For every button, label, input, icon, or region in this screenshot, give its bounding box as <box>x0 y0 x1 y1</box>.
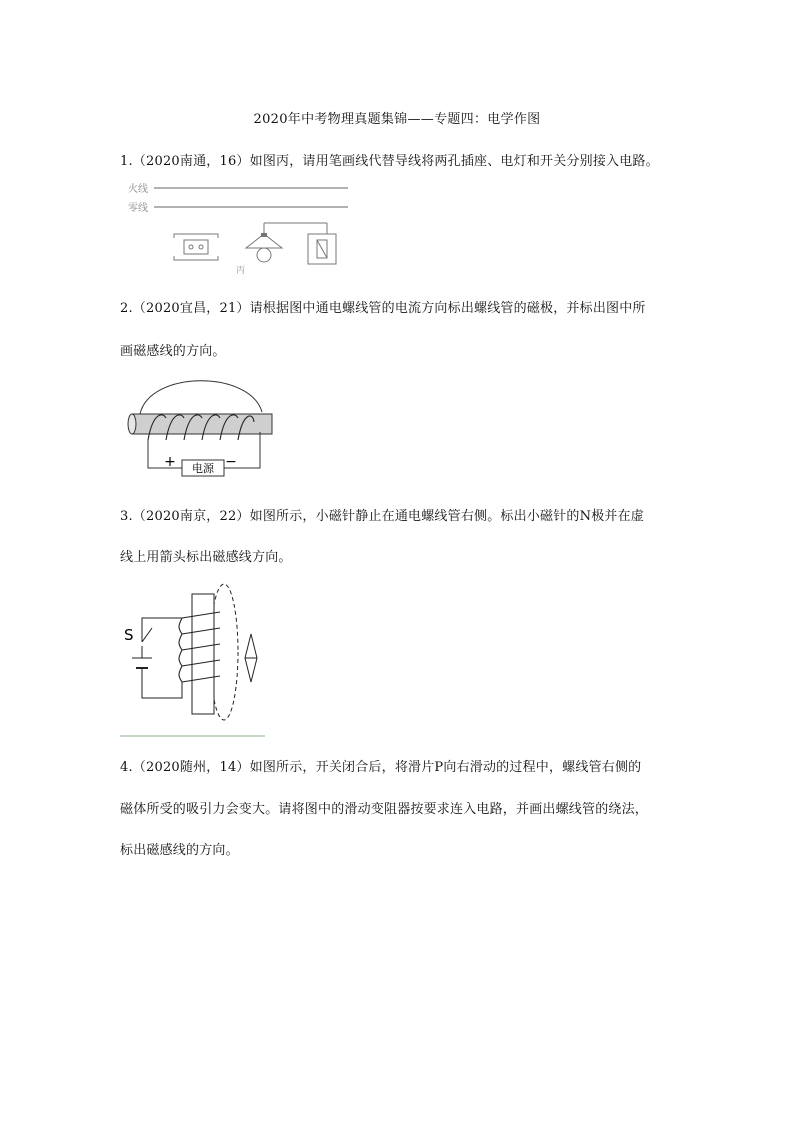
page-title: 2020年中考物理真题集锦——专题四：电学作图 <box>253 112 541 127</box>
question-4-line-1: 4.（2020随州，14）如图所示，开关闭合后，将滑片P向右滑动的过程中，螺线管右侧的 <box>120 760 642 775</box>
two-hole-socket-icon <box>174 234 218 260</box>
question-3-line-1: 3.（2020南京，22）如图所示，小磁针静止在通电螺线管右侧。标出小磁针的N极并在虚 <box>120 509 645 524</box>
question-3-figure <box>120 582 270 746</box>
fire-wire-label: 火线 <box>128 184 148 195</box>
power-source-label: 电源 <box>192 462 214 475</box>
question-2-line-2: 画磁感线的方向。 <box>120 344 226 359</box>
neutral-wire-label: 零线 <box>128 203 148 214</box>
switch-icon <box>308 234 336 264</box>
lamp-icon <box>246 223 327 262</box>
negative-terminal-label: − <box>225 454 237 470</box>
question-4-line-2: 磁体所受的吸引力会变大。请将图中的滑动变阻器按要求连入电路，并画出螺线管的绕法， <box>120 802 649 817</box>
question-3-line-2: 线上用箭头标出磁感线方向。 <box>120 550 292 565</box>
question-1-figure <box>124 178 354 282</box>
positive-terminal-label: + <box>164 454 176 470</box>
question-4-line-3: 标出磁感线的方向。 <box>120 843 239 858</box>
question-2-figure <box>120 372 290 484</box>
figure-caption: 丙 <box>236 266 246 276</box>
question-1-text: 1.（2020南通，16）如图丙，请用笔画线代替导线将两孔插座、电灯和开关分别接入电路。 <box>120 154 659 169</box>
switch-label: S <box>124 626 134 644</box>
question-2-line-1: 2.（2020宜昌，21）请根据图中通电螺线管的电流方向标出螺线管的磁极，并标出图中所 <box>120 301 646 316</box>
